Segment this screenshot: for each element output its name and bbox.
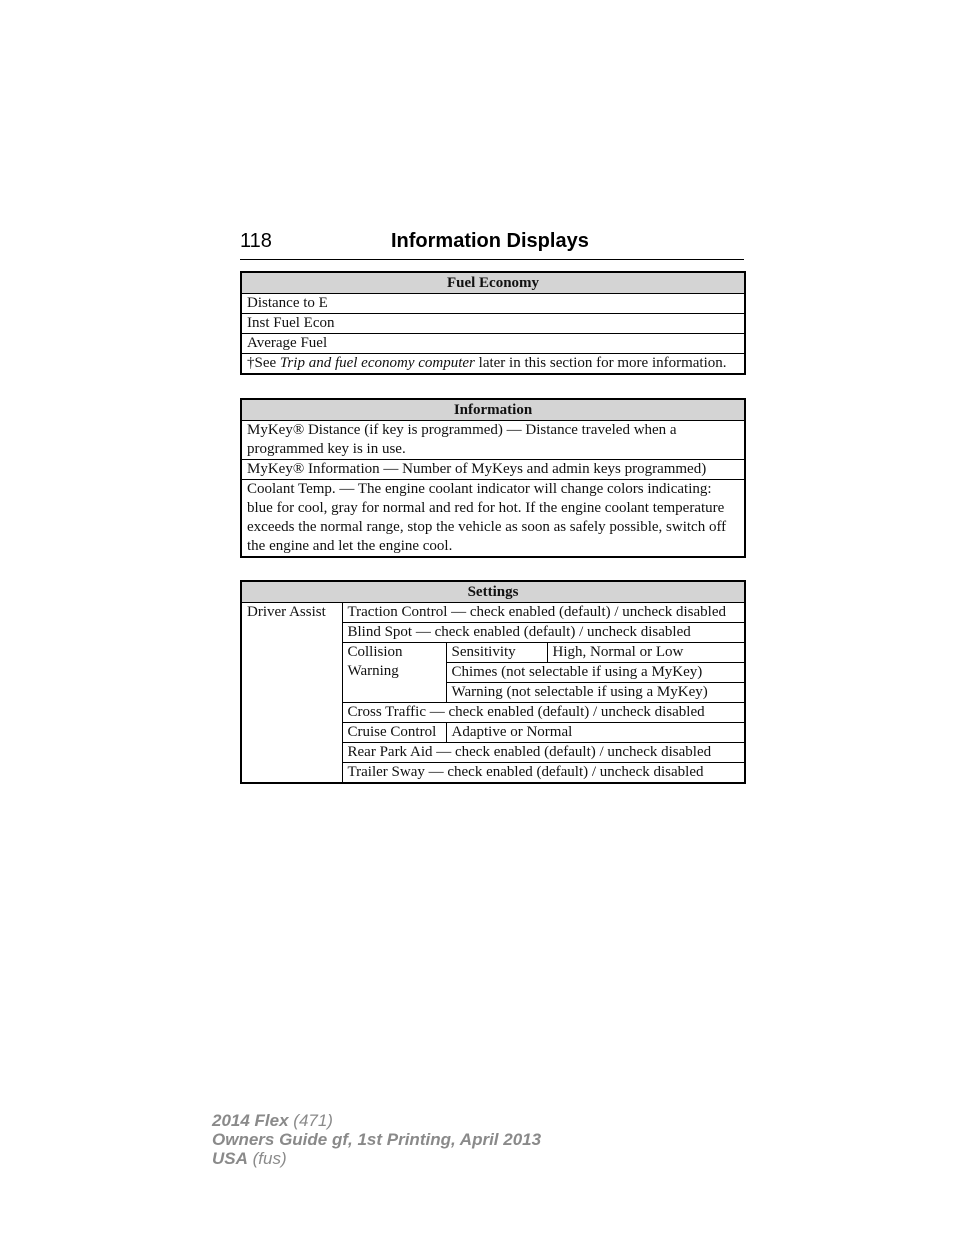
cruise-control-label: Cruise Control [342, 723, 446, 743]
sensitivity-value: High, Normal or Low [547, 643, 745, 663]
information-heading: Information [241, 399, 745, 421]
cross-traffic-setting: Cross Traffic — check enabled (default) / uncheck disabled [342, 703, 745, 723]
information-table [240, 398, 746, 558]
fuel-economy-note [241, 354, 745, 375]
footer-line-model [212, 1111, 541, 1130]
footer-model-code: (471) [288, 1111, 333, 1130]
table-row: MyKey® Distance (if key is programmed) — Distance traveled when a programmed key is in use. [241, 421, 745, 460]
traction-control-setting: Traction Control — check enabled (default) / uncheck disabled [342, 603, 745, 623]
footer-line-guide [212, 1130, 541, 1149]
cruise-control-value: Adaptive or Normal [446, 723, 745, 743]
rear-park-aid-setting: Rear Park Aid — check enabled (default) / uncheck disabled [342, 743, 745, 763]
blind-spot-setting: Blind Spot — check enabled (default) / uncheck disabled [342, 623, 745, 643]
footer-market-code: (fus) [247, 1149, 287, 1168]
fuel-economy-heading: Fuel Economy [241, 272, 745, 294]
page-header [240, 228, 744, 260]
warning-setting: Warning (not selectable if using a MyKey) [446, 683, 745, 703]
table-row: Inst Fuel Econ [241, 314, 745, 334]
note-link-text: Trip and fuel economy computer [279, 355, 475, 371]
note-suffix: later in this section for more information. [474, 355, 727, 371]
chimes-setting: Chimes (not selectable if using a MyKey) [446, 663, 745, 683]
footer-guide: Owners Guide gf, 1st Printing, April 2013 [212, 1130, 542, 1149]
page-footer [212, 1111, 541, 1168]
page-title: Information Displays [391, 230, 589, 252]
collision-warning-label: Collision Warning [342, 643, 446, 703]
footer-market: USA [212, 1149, 248, 1168]
table-row: Coolant Temp. — The engine coolant indicator will change colors indicating: blue for cool, gray for normal and red for hot. If the engine coolant temperature exceeds the normal range, stop the vehicle as soon as safely possible, switch off the engine and let the engine cool. [241, 480, 745, 558]
table-row: Distance to E [241, 294, 745, 314]
page-number: 118 [240, 230, 272, 252]
fuel-economy-table [240, 271, 746, 375]
sensitivity-label: Sensitivity [446, 643, 547, 663]
driver-assist-label: Driver Assist [241, 603, 342, 784]
settings-heading: Settings [241, 581, 745, 603]
settings-table [240, 580, 746, 784]
table-row: MyKey® Information — Number of MyKeys and admin keys programmed) [241, 460, 745, 480]
table-row: Average Fuel [241, 334, 745, 354]
footer-line-market [212, 1149, 541, 1168]
footer-model: 2014 Flex [212, 1111, 289, 1130]
note-prefix: †See [247, 355, 280, 371]
trailer-sway-setting: Trailer Sway — check enabled (default) / uncheck disabled [342, 763, 745, 784]
